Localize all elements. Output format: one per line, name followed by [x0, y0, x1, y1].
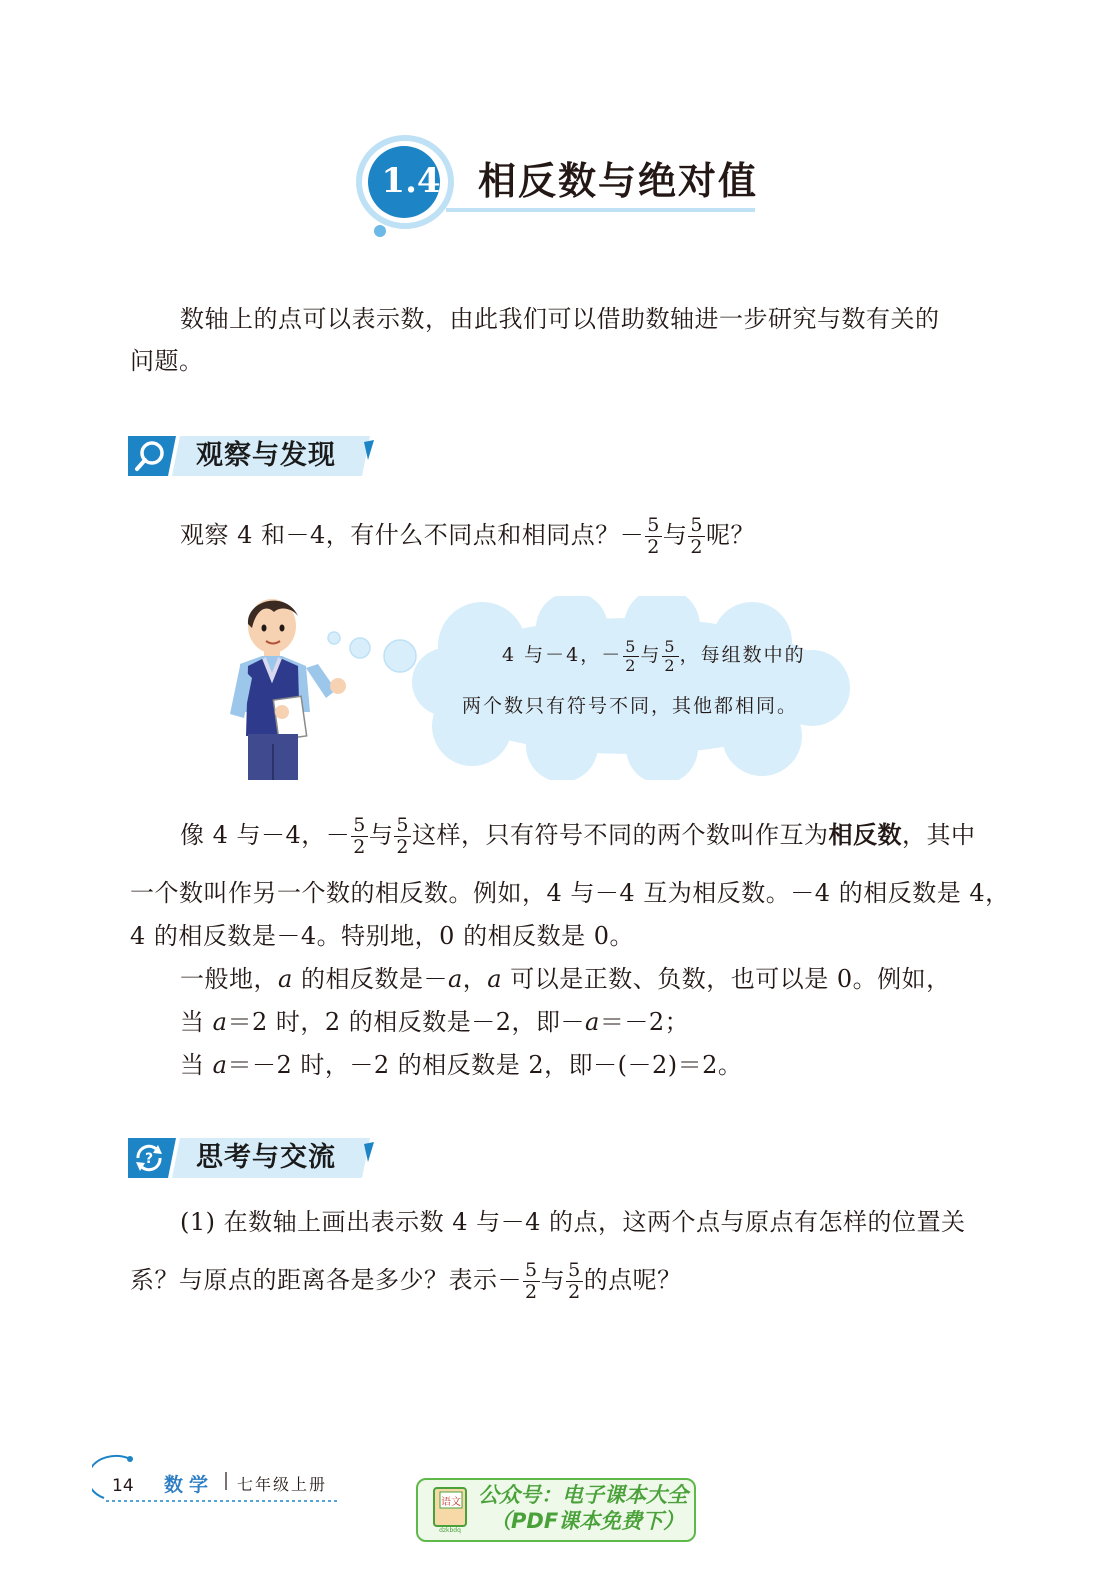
minus-sign: －	[619, 521, 645, 549]
watermark-line-1: 公众号：电子课本大全	[478, 1483, 688, 1507]
def-text: 当	[180, 1051, 213, 1079]
magnifier-icon	[134, 439, 168, 473]
fraction: $\frac{5}{2}$	[625, 636, 638, 675]
key-term: 相反数	[828, 821, 902, 849]
def-text: 像 4 与－4，－	[180, 821, 351, 849]
watermark-line-2: （PDF课本免费下）	[490, 1509, 685, 1533]
variable-a: a	[585, 1008, 600, 1036]
fraction: $\frac{5}{2}$	[664, 636, 677, 675]
variable-a: a	[487, 965, 503, 993]
question-line-2	[130, 1255, 682, 1305]
fraction: $\frac{5}{2}$	[396, 814, 409, 858]
intro-line-1: 数轴上的点可以表示数，由此我们可以借助数轴进一步研究与数有关的	[180, 305, 940, 333]
footer-subject: 数学	[164, 1474, 215, 1496]
section-heading-think: 思考与交流	[196, 1142, 336, 1173]
section-heading-observe: 观察与发现	[196, 440, 336, 471]
question-line-1: (1) 在数轴上画出表示数 4 与－4 的点，这两个点与原点有怎样的位置关	[180, 1208, 966, 1236]
question-text: 与	[540, 1266, 566, 1294]
definition-line-3: 4 的相反数是－4。特别地，0 的相反数是 0。	[130, 922, 634, 950]
bubble-text: ，每组数中的	[679, 644, 806, 666]
logo-small-text: dzkbdq	[439, 1527, 461, 1534]
footer-grade: 七年级上册	[237, 1475, 328, 1494]
observe-end: 呢？	[705, 521, 755, 549]
def-text: ，其中	[901, 821, 976, 849]
question-text: 系？与原点的距离各是多少？表示－	[130, 1266, 522, 1294]
def-text: 当	[180, 1008, 213, 1036]
thought-bubble	[322, 596, 852, 780]
definition-line-1	[180, 810, 975, 860]
def-text: 可以是正数、负数，也可以是 0。例如，	[502, 965, 951, 993]
example-line-1	[180, 1007, 689, 1037]
variable-a: a	[212, 1051, 228, 1079]
variable-a: a	[447, 965, 463, 993]
def-text: ，	[462, 965, 488, 993]
bubble-line-2: 两个数只有符号不同，其他都相同。	[462, 695, 799, 717]
def-text: ＝－2；	[599, 1008, 690, 1036]
bubble-text: 4 与－4，－	[502, 644, 623, 666]
observe-text: 观察 4 和－4，有什么不同点和相同点？	[180, 521, 620, 549]
svg-text:?: ?	[144, 1151, 154, 1167]
fraction: $\frac{5}{2}$	[690, 514, 703, 558]
definition-line-2: 一个数叫作另一个数的相反数。例如，4 与－4 互为相反数。－4 的相反数是 4，	[130, 879, 1010, 907]
connector-text: 与	[662, 521, 688, 549]
def-text: ＝－2 时，－2 的相反数是 2，即－(－2)＝2。	[227, 1051, 743, 1079]
page-number: 14	[112, 1476, 134, 1496]
def-text: 与	[368, 821, 394, 849]
question-text: 的点呢？	[583, 1266, 682, 1294]
fraction: $\frac{5}{2}$	[647, 514, 660, 558]
def-text: ＝2 时，2 的相反数是－2，即－	[227, 1008, 586, 1036]
general-line	[180, 964, 951, 994]
def-text: 的相反数是－	[292, 965, 448, 993]
fraction: $\frac{5}{2}$	[525, 1259, 538, 1303]
def-text: 这样，只有符号不同的两个数叫作互为	[411, 821, 829, 849]
section-number: 1.4	[381, 161, 441, 201]
bubble-text: 与	[640, 644, 662, 666]
fraction: $\frac{5}{2}$	[353, 814, 366, 858]
book-logo-icon	[428, 1484, 472, 1534]
observe-question	[180, 510, 755, 560]
question-cycle-icon	[132, 1141, 166, 1175]
logo-label: 语文	[441, 1497, 461, 1508]
bubble-line-1	[502, 630, 806, 680]
example-line-2	[180, 1050, 742, 1080]
variable-a: a	[278, 965, 293, 993]
fraction: $\frac{5}{2}$	[568, 1259, 581, 1303]
def-text: 一般地，	[180, 965, 278, 993]
page-title: 相反数与绝对值	[478, 158, 759, 203]
variable-a: a	[212, 1008, 228, 1036]
intro-line-2: 问题。	[130, 347, 204, 375]
